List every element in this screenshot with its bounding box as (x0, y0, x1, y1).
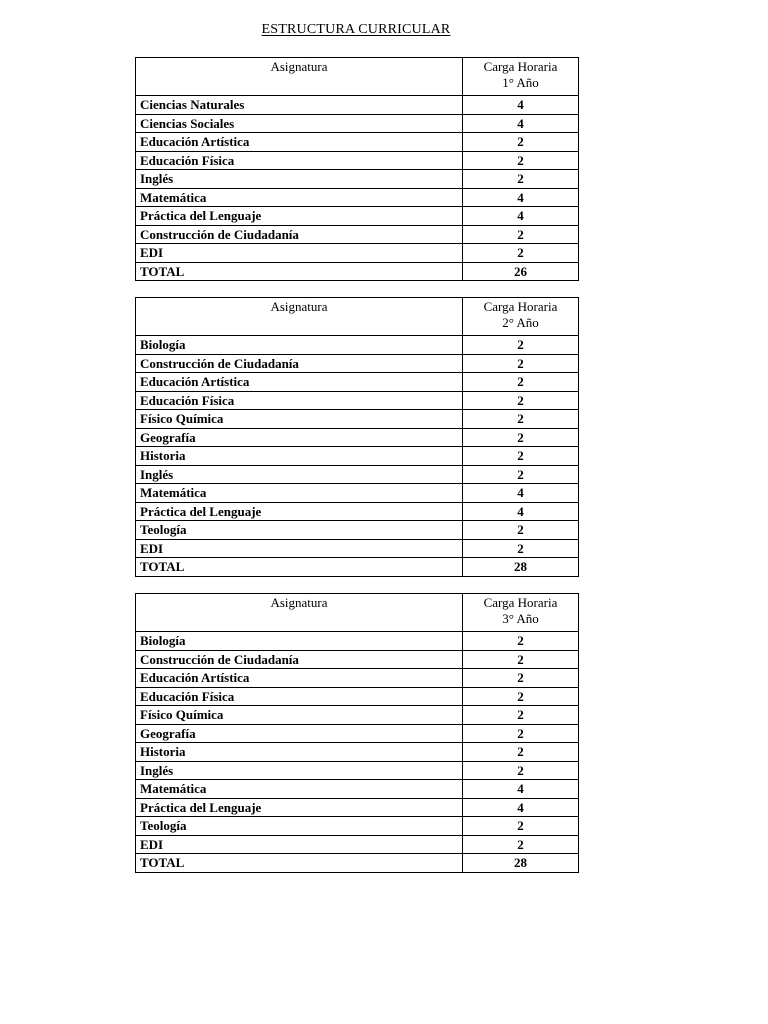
hours-cell: 28 (463, 854, 579, 873)
subject-cell: Construcción de Ciudadanía (136, 354, 463, 373)
subject-cell: Ciencias Naturales (136, 96, 463, 115)
table-row (136, 207, 579, 226)
hours-cell: 2 (463, 706, 579, 725)
hours-cell: 2 (463, 539, 579, 558)
subject-cell: Construcción de Ciudadanía (136, 225, 463, 244)
subject-cell: TOTAL (136, 558, 463, 577)
hours-cell: 4 (463, 114, 579, 133)
hours-cell: 4 (463, 798, 579, 817)
hours-cell: 2 (463, 650, 579, 669)
subject-cell: Inglés (136, 761, 463, 780)
hours-cell: 4 (463, 502, 579, 521)
table-header-row (136, 298, 579, 336)
subject-cell: Práctica del Lenguaje (136, 502, 463, 521)
table-row (136, 539, 579, 558)
table-row (136, 706, 579, 725)
table-row (136, 391, 579, 410)
subject-cell: Educación Artística (136, 133, 463, 152)
subject-cell: Educación Física (136, 151, 463, 170)
table-row (136, 743, 579, 762)
hours-cell: 2 (463, 465, 579, 484)
subject-cell: Historia (136, 447, 463, 466)
hours-cell: 4 (463, 96, 579, 115)
curriculum-table-year-2 (135, 297, 579, 577)
subject-cell: Biología (136, 336, 463, 355)
hours-header-label: Carga Horaria (483, 59, 558, 74)
table-row (136, 650, 579, 669)
year-label: 1° Año (502, 75, 539, 90)
table-row (136, 780, 579, 799)
hours-cell: 2 (463, 151, 579, 170)
table-row (136, 669, 579, 688)
subject-cell: Educación Artística (136, 669, 463, 688)
subject-cell: Construcción de Ciudadanía (136, 650, 463, 669)
table-row (136, 225, 579, 244)
subject-cell: Práctica del Lenguaje (136, 207, 463, 226)
table-row (136, 188, 579, 207)
table-row (136, 761, 579, 780)
page-title: ESTRUCTURA CURRICULAR (261, 22, 451, 37)
hours-cell: 2 (463, 447, 579, 466)
subject-cell: Teología (136, 521, 463, 540)
table-row (136, 354, 579, 373)
hours-cell: 2 (463, 835, 579, 854)
table-row (136, 724, 579, 743)
curriculum-table-year-3 (135, 593, 579, 873)
hours-cell: 26 (463, 262, 579, 281)
subject-cell: Educación Física (136, 391, 463, 410)
subject-cell: Físico Química (136, 706, 463, 725)
subject-cell: Práctica del Lenguaje (136, 798, 463, 817)
hours-cell: 2 (463, 521, 579, 540)
subject-cell: EDI (136, 244, 463, 263)
hours-cell: 2 (463, 354, 579, 373)
hours-column-header (463, 594, 579, 632)
hours-header-label: Carga Horaria (483, 299, 558, 314)
subject-cell: Ciencias Sociales (136, 114, 463, 133)
table-row (136, 170, 579, 189)
hours-cell: 4 (463, 780, 579, 799)
hours-column-header (463, 298, 579, 336)
table-row (136, 244, 579, 263)
subject-column-header: Asignatura (136, 298, 463, 336)
table-row (136, 521, 579, 540)
table-row (136, 817, 579, 836)
subject-cell: Inglés (136, 465, 463, 484)
table-row (136, 447, 579, 466)
subject-cell: Biología (136, 632, 463, 651)
hours-cell: 2 (463, 336, 579, 355)
subject-cell: EDI (136, 835, 463, 854)
table-row (136, 687, 579, 706)
subject-cell: Físico Química (136, 410, 463, 429)
subject-cell: Inglés (136, 170, 463, 189)
table-row (136, 465, 579, 484)
table-row (136, 336, 579, 355)
subject-cell: TOTAL (136, 262, 463, 281)
table-row (136, 114, 579, 133)
hours-header-label: Carga Horaria (483, 595, 558, 610)
table-row (136, 373, 579, 392)
hours-cell: 2 (463, 170, 579, 189)
subject-cell: Matemática (136, 188, 463, 207)
hours-cell: 2 (463, 632, 579, 651)
hours-cell: 2 (463, 817, 579, 836)
subject-column-header: Asignatura (136, 58, 463, 96)
year-label: 3° Año (502, 611, 539, 626)
table-row (136, 835, 579, 854)
subject-cell: EDI (136, 539, 463, 558)
subject-cell: Matemática (136, 484, 463, 503)
table-row (136, 410, 579, 429)
subject-cell: Educación Física (136, 687, 463, 706)
hours-cell: 4 (463, 484, 579, 503)
hours-cell: 4 (463, 207, 579, 226)
hours-cell: 2 (463, 133, 579, 152)
hours-cell: 4 (463, 188, 579, 207)
table-row (136, 558, 579, 577)
hours-cell: 2 (463, 724, 579, 743)
hours-cell: 2 (463, 687, 579, 706)
hours-cell: 28 (463, 558, 579, 577)
hours-cell: 2 (463, 743, 579, 762)
subject-cell: TOTAL (136, 854, 463, 873)
hours-cell: 2 (463, 391, 579, 410)
year-label: 2° Año (502, 315, 539, 330)
table-row (136, 798, 579, 817)
table-row (136, 502, 579, 521)
table-row (136, 428, 579, 447)
subject-column-header: Asignatura (136, 594, 463, 632)
table-row (136, 632, 579, 651)
hours-cell: 2 (463, 428, 579, 447)
subject-cell: Matemática (136, 780, 463, 799)
curriculum-table-year-1 (135, 57, 579, 281)
subject-cell: Geografía (136, 428, 463, 447)
hours-cell: 2 (463, 669, 579, 688)
table-row (136, 96, 579, 115)
table-row (136, 133, 579, 152)
subject-cell: Historia (136, 743, 463, 762)
hours-column-header (463, 58, 579, 96)
hours-cell: 2 (463, 373, 579, 392)
table-header-row (136, 58, 579, 96)
subject-cell: Teología (136, 817, 463, 836)
table-row (136, 854, 579, 873)
subject-cell: Educación Artística (136, 373, 463, 392)
hours-cell: 2 (463, 225, 579, 244)
table-row (136, 151, 579, 170)
table-row (136, 262, 579, 281)
table-row (136, 484, 579, 503)
hours-cell: 2 (463, 410, 579, 429)
hours-cell: 2 (463, 244, 579, 263)
hours-cell: 2 (463, 761, 579, 780)
table-header-row (136, 594, 579, 632)
subject-cell: Geografía (136, 724, 463, 743)
